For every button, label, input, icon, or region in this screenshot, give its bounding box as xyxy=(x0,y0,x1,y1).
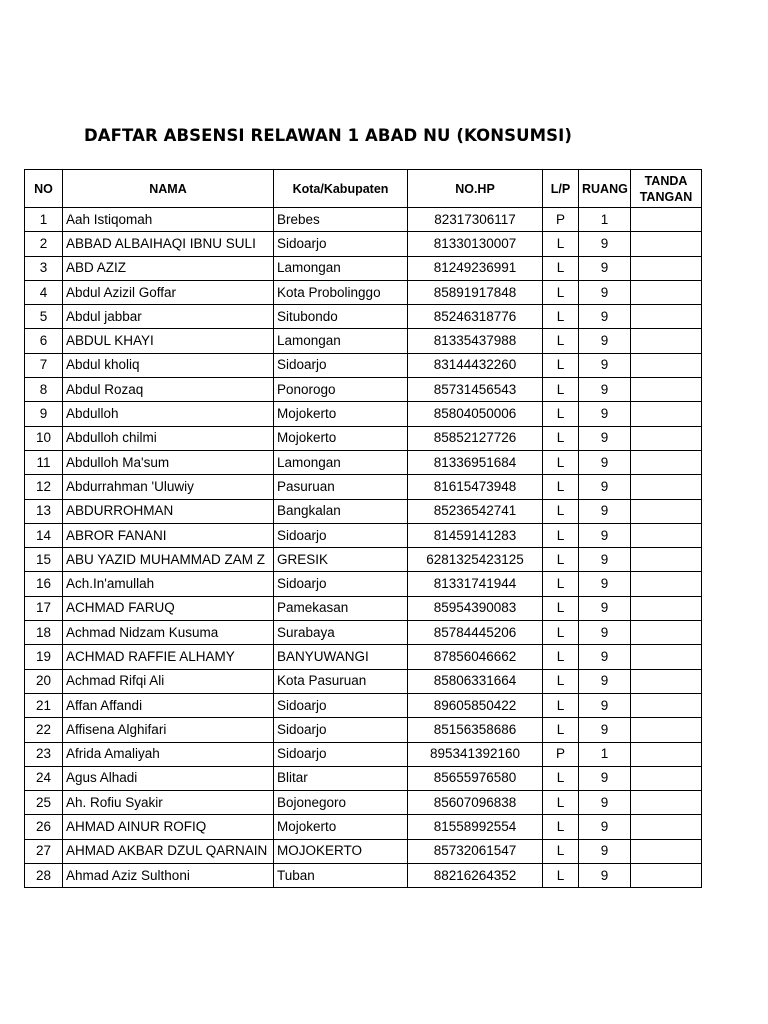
cell-ruang: 9 xyxy=(579,839,631,863)
table-header-row xyxy=(25,170,702,208)
cell-no: 11 xyxy=(25,450,63,474)
table-row xyxy=(25,523,702,547)
table-row xyxy=(25,499,702,523)
header-no: NO xyxy=(25,170,63,208)
cell-signature[interactable] xyxy=(631,305,702,329)
table-body xyxy=(25,208,702,888)
cell-nama: Agus Alhadi xyxy=(63,766,274,790)
cell-no: 15 xyxy=(25,548,63,572)
cell-lp: L xyxy=(543,426,579,450)
cell-signature[interactable] xyxy=(631,426,702,450)
table-row xyxy=(25,305,702,329)
header-lp: L/P xyxy=(543,170,579,208)
table-row xyxy=(25,742,702,766)
cell-no: 14 xyxy=(25,523,63,547)
cell-hp: 85246318776 xyxy=(408,305,543,329)
cell-ruang: 9 xyxy=(579,353,631,377)
table-row xyxy=(25,864,702,888)
cell-no: 20 xyxy=(25,669,63,693)
header-nama: NAMA xyxy=(63,170,274,208)
cell-nama: Abdulloh chilmi xyxy=(63,426,274,450)
cell-no: 22 xyxy=(25,718,63,742)
cell-no: 4 xyxy=(25,280,63,304)
cell-signature[interactable] xyxy=(631,572,702,596)
cell-kota: Blitar xyxy=(274,766,408,790)
cell-hp: 81558992554 xyxy=(408,815,543,839)
cell-signature[interactable] xyxy=(631,450,702,474)
cell-no: 16 xyxy=(25,572,63,596)
cell-lp: L xyxy=(543,232,579,256)
cell-signature[interactable] xyxy=(631,353,702,377)
cell-nama: Abdul Azizil Goffar xyxy=(63,280,274,304)
cell-kota: Sidoarjo xyxy=(274,572,408,596)
cell-signature[interactable] xyxy=(631,523,702,547)
table-row xyxy=(25,766,702,790)
cell-ruang: 9 xyxy=(579,329,631,353)
cell-signature[interactable] xyxy=(631,208,702,232)
cell-lp: L xyxy=(543,523,579,547)
cell-nama: Ah. Rofiu Syakir xyxy=(63,791,274,815)
cell-hp: 83144432260 xyxy=(408,353,543,377)
cell-nama: Aah Istiqomah xyxy=(63,208,274,232)
cell-no: 25 xyxy=(25,791,63,815)
cell-hp: 85156358686 xyxy=(408,718,543,742)
cell-kota: Lamongan xyxy=(274,256,408,280)
cell-nama: ABU YAZID MUHAMMAD ZAM Z xyxy=(63,548,274,572)
cell-lp: L xyxy=(543,450,579,474)
cell-lp: L xyxy=(543,475,579,499)
cell-lp: L xyxy=(543,718,579,742)
table-row xyxy=(25,475,702,499)
cell-kota: Pamekasan xyxy=(274,596,408,620)
cell-kota: Sidoarjo xyxy=(274,232,408,256)
cell-lp: L xyxy=(543,864,579,888)
cell-ruang: 9 xyxy=(579,572,631,596)
cell-no: 23 xyxy=(25,742,63,766)
cell-no: 1 xyxy=(25,208,63,232)
cell-ruang: 9 xyxy=(579,232,631,256)
cell-hp: 81249236991 xyxy=(408,256,543,280)
cell-signature[interactable] xyxy=(631,791,702,815)
cell-ruang: 9 xyxy=(579,305,631,329)
cell-no: 26 xyxy=(25,815,63,839)
header-ruang: RUANG xyxy=(579,170,631,208)
cell-ruang: 1 xyxy=(579,208,631,232)
cell-hp: 85731456543 xyxy=(408,378,543,402)
cell-lp: L xyxy=(543,280,579,304)
cell-ruang: 9 xyxy=(579,402,631,426)
cell-signature[interactable] xyxy=(631,329,702,353)
table-row xyxy=(25,693,702,717)
cell-no: 19 xyxy=(25,645,63,669)
cell-no: 8 xyxy=(25,378,63,402)
cell-hp: 81336951684 xyxy=(408,450,543,474)
cell-kota: Mojokerto xyxy=(274,402,408,426)
cell-nama: ABDURROHMAN xyxy=(63,499,274,523)
cell-hp: 81335437988 xyxy=(408,329,543,353)
cell-ruang: 9 xyxy=(579,766,631,790)
cell-kota: Kota Pasuruan xyxy=(274,669,408,693)
cell-no: 24 xyxy=(25,766,63,790)
cell-kota: Bojonegoro xyxy=(274,791,408,815)
cell-kota: GRESIK xyxy=(274,548,408,572)
cell-lp: L xyxy=(543,378,579,402)
cell-lp: P xyxy=(543,208,579,232)
cell-lp: L xyxy=(543,329,579,353)
cell-kota: Bangkalan xyxy=(274,499,408,523)
cell-hp: 85804050006 xyxy=(408,402,543,426)
cell-kota: BANYUWANGI xyxy=(274,645,408,669)
cell-kota: Brebes xyxy=(274,208,408,232)
header-hp: NO.HP xyxy=(408,170,543,208)
cell-kota: Situbondo xyxy=(274,305,408,329)
cell-nama: Achmad Nidzam Kusuma xyxy=(63,621,274,645)
cell-no: 27 xyxy=(25,839,63,863)
cell-hp: 895341392160 xyxy=(408,742,543,766)
cell-nama: Affisena Alghifari xyxy=(63,718,274,742)
cell-ruang: 9 xyxy=(579,791,631,815)
cell-hp: 85806331664 xyxy=(408,669,543,693)
cell-kota: Tuban xyxy=(274,864,408,888)
cell-lp: L xyxy=(543,256,579,280)
cell-lp: L xyxy=(543,791,579,815)
cell-nama: ABD AZIZ xyxy=(63,256,274,280)
cell-nama: Afrida Amaliyah xyxy=(63,742,274,766)
cell-ruang: 9 xyxy=(579,596,631,620)
table-row xyxy=(25,791,702,815)
cell-kota: Lamongan xyxy=(274,450,408,474)
cell-signature[interactable] xyxy=(631,864,702,888)
table-row xyxy=(25,378,702,402)
cell-signature[interactable] xyxy=(631,621,702,645)
table-row xyxy=(25,548,702,572)
cell-signature[interactable] xyxy=(631,548,702,572)
cell-nama: Abdul Rozaq xyxy=(63,378,274,402)
cell-hp: 85655976580 xyxy=(408,766,543,790)
cell-no: 9 xyxy=(25,402,63,426)
cell-lp: L xyxy=(543,353,579,377)
cell-lp: L xyxy=(543,548,579,572)
cell-nama: Abdul kholiq xyxy=(63,353,274,377)
cell-ruang: 9 xyxy=(579,815,631,839)
cell-kota: Sidoarjo xyxy=(274,523,408,547)
cell-ruang: 9 xyxy=(579,693,631,717)
cell-ruang: 9 xyxy=(579,475,631,499)
cell-nama: Achmad Rifqi Ali xyxy=(63,669,274,693)
table-row xyxy=(25,329,702,353)
cell-nama: Abdurrahman 'Uluwiy xyxy=(63,475,274,499)
cell-hp: 89605850422 xyxy=(408,693,543,717)
table-row xyxy=(25,839,702,863)
cell-no: 12 xyxy=(25,475,63,499)
cell-signature[interactable] xyxy=(631,718,702,742)
page-title: DAFTAR ABSENSI RELAWAN 1 ABAD NU (KONSUMSI) xyxy=(84,126,573,145)
cell-lp: L xyxy=(543,693,579,717)
cell-signature[interactable] xyxy=(631,596,702,620)
cell-nama: Ahmad Aziz Sulthoni xyxy=(63,864,274,888)
table-row xyxy=(25,621,702,645)
table-row xyxy=(25,280,702,304)
cell-signature[interactable] xyxy=(631,280,702,304)
cell-hp: 81615473948 xyxy=(408,475,543,499)
cell-hp: 81331741944 xyxy=(408,572,543,596)
cell-hp: 82317306117 xyxy=(408,208,543,232)
table-row xyxy=(25,815,702,839)
table-row xyxy=(25,353,702,377)
table-row xyxy=(25,572,702,596)
cell-no: 7 xyxy=(25,353,63,377)
cell-lp: L xyxy=(543,621,579,645)
cell-lp: L xyxy=(543,305,579,329)
cell-signature[interactable] xyxy=(631,669,702,693)
cell-signature[interactable] xyxy=(631,839,702,863)
header-tanda-line1: TANDA xyxy=(644,173,688,188)
cell-signature[interactable] xyxy=(631,378,702,402)
table-row xyxy=(25,718,702,742)
cell-no: 13 xyxy=(25,499,63,523)
cell-lp: P xyxy=(543,742,579,766)
cell-hp: 6281325423125 xyxy=(408,548,543,572)
table-row xyxy=(25,256,702,280)
cell-kota: MOJOKERTO xyxy=(274,839,408,863)
header-tanda-line2: TANGAN xyxy=(639,189,693,204)
cell-signature[interactable] xyxy=(631,645,702,669)
cell-signature[interactable] xyxy=(631,232,702,256)
cell-no: 28 xyxy=(25,864,63,888)
cell-no: 18 xyxy=(25,621,63,645)
cell-hp: 81330130007 xyxy=(408,232,543,256)
cell-signature[interactable] xyxy=(631,475,702,499)
cell-ruang: 9 xyxy=(579,499,631,523)
header-kota: Kota/Kabupaten xyxy=(274,170,408,208)
cell-ruang: 9 xyxy=(579,548,631,572)
cell-lp: L xyxy=(543,766,579,790)
cell-ruang: 1 xyxy=(579,742,631,766)
table-row xyxy=(25,232,702,256)
cell-hp: 87856046662 xyxy=(408,645,543,669)
cell-hp: 81459141283 xyxy=(408,523,543,547)
cell-hp: 88216264352 xyxy=(408,864,543,888)
cell-kota: Mojokerto xyxy=(274,426,408,450)
cell-hp: 85236542741 xyxy=(408,499,543,523)
cell-lp: L xyxy=(543,669,579,693)
cell-lp: L xyxy=(543,815,579,839)
header-tanda-tangan xyxy=(631,170,702,208)
cell-ruang: 9 xyxy=(579,280,631,304)
cell-no: 10 xyxy=(25,426,63,450)
cell-hp: 85607096838 xyxy=(408,791,543,815)
cell-hp: 85891917848 xyxy=(408,280,543,304)
cell-ruang: 9 xyxy=(579,621,631,645)
cell-ruang: 9 xyxy=(579,864,631,888)
cell-nama: ABDUL KHAYI xyxy=(63,329,274,353)
cell-no: 6 xyxy=(25,329,63,353)
cell-nama: ABBAD ALBAIHAQI IBNU SULI xyxy=(63,232,274,256)
cell-kota: Sidoarjo xyxy=(274,718,408,742)
table-row xyxy=(25,450,702,474)
cell-signature[interactable] xyxy=(631,256,702,280)
cell-kota: Lamongan xyxy=(274,329,408,353)
table-row xyxy=(25,645,702,669)
cell-lp: L xyxy=(543,596,579,620)
cell-nama: Abdul jabbar xyxy=(63,305,274,329)
cell-no: 2 xyxy=(25,232,63,256)
table-row xyxy=(25,596,702,620)
cell-kota: Mojokerto xyxy=(274,815,408,839)
table-row xyxy=(25,426,702,450)
cell-ruang: 9 xyxy=(579,669,631,693)
cell-lp: L xyxy=(543,839,579,863)
table-row xyxy=(25,208,702,232)
cell-signature[interactable] xyxy=(631,742,702,766)
table-row xyxy=(25,669,702,693)
cell-kota: Sidoarjo xyxy=(274,353,408,377)
cell-kota: Ponorogo xyxy=(274,378,408,402)
cell-ruang: 9 xyxy=(579,378,631,402)
attendance-table xyxy=(24,169,702,888)
cell-signature[interactable] xyxy=(631,693,702,717)
cell-hp: 85954390083 xyxy=(408,596,543,620)
cell-kota: Pasuruan xyxy=(274,475,408,499)
cell-ruang: 9 xyxy=(579,256,631,280)
cell-nama: AHMAD AINUR ROFIQ xyxy=(63,815,274,839)
cell-hp: 85784445206 xyxy=(408,621,543,645)
cell-nama: AHMAD AKBAR DZUL QARNAIN xyxy=(63,839,274,863)
cell-ruang: 9 xyxy=(579,645,631,669)
cell-signature[interactable] xyxy=(631,815,702,839)
cell-lp: L xyxy=(543,645,579,669)
cell-signature[interactable] xyxy=(631,766,702,790)
cell-nama: ACHMAD FARUQ xyxy=(63,596,274,620)
cell-nama: Ach.In'amullah xyxy=(63,572,274,596)
cell-ruang: 9 xyxy=(579,450,631,474)
cell-hp: 85732061547 xyxy=(408,839,543,863)
cell-lp: L xyxy=(543,499,579,523)
cell-lp: L xyxy=(543,402,579,426)
cell-nama: Affan Affandi xyxy=(63,693,274,717)
cell-ruang: 9 xyxy=(579,718,631,742)
table-row xyxy=(25,402,702,426)
cell-nama: ACHMAD RAFFIE ALHAMY xyxy=(63,645,274,669)
cell-signature[interactable] xyxy=(631,499,702,523)
cell-no: 21 xyxy=(25,693,63,717)
cell-kota: Sidoarjo xyxy=(274,742,408,766)
cell-no: 5 xyxy=(25,305,63,329)
cell-no: 3 xyxy=(25,256,63,280)
cell-nama: ABROR FANANI xyxy=(63,523,274,547)
cell-kota: Surabaya xyxy=(274,621,408,645)
cell-kota: Sidoarjo xyxy=(274,693,408,717)
cell-kota: Kota Probolinggo xyxy=(274,280,408,304)
cell-ruang: 9 xyxy=(579,426,631,450)
cell-signature[interactable] xyxy=(631,402,702,426)
cell-nama: Abdulloh xyxy=(63,402,274,426)
cell-hp: 85852127726 xyxy=(408,426,543,450)
cell-ruang: 9 xyxy=(579,523,631,547)
cell-nama: Abdulloh Ma'sum xyxy=(63,450,274,474)
cell-lp: L xyxy=(543,572,579,596)
cell-no: 17 xyxy=(25,596,63,620)
